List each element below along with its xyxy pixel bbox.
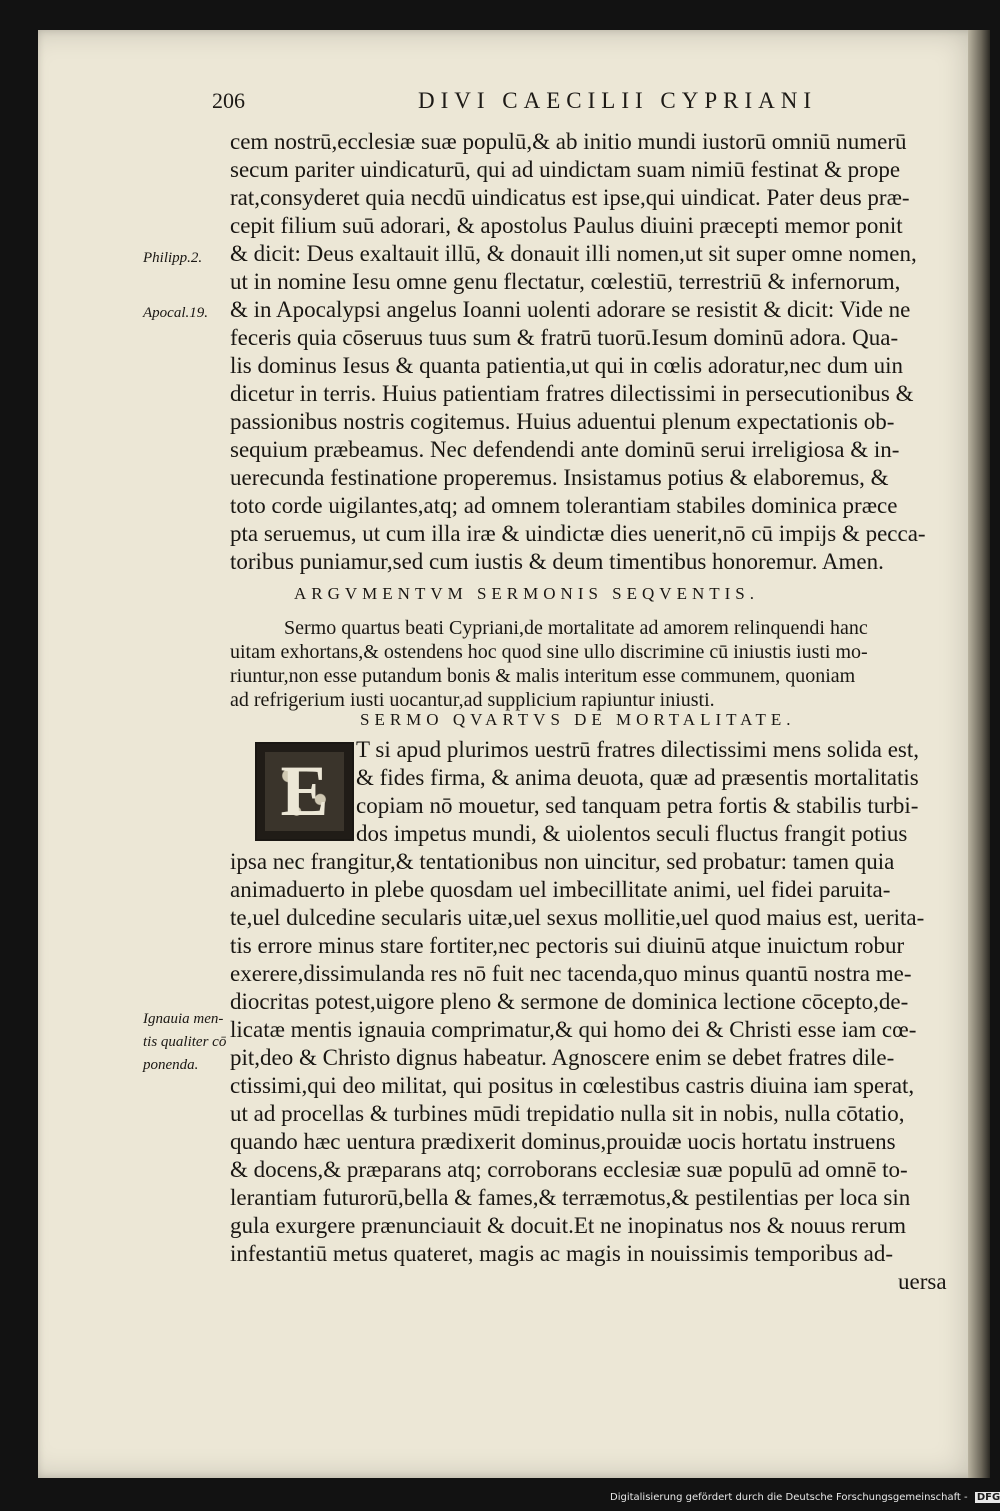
text-line: passionibus nostris cogitemus. Huius aduentui plenum expectationis ob- [230, 409, 895, 434]
text-line: ut in nomine Iesu omne genu flectatur, cœlestiū, terrestriū & infernorum, [230, 269, 901, 294]
margin-note: Philipp.2. [143, 250, 203, 266]
text-line: sequium præbeamus. Nec defendendi ante dominū serui irreligiosa & in- [230, 437, 900, 462]
text-line: pit,deo & Christo dignus habeatur. Agnoscere enim se debet fratres dile- [230, 1045, 895, 1070]
margin-note: ponenda. [143, 1057, 199, 1073]
initial-ornament [265, 752, 344, 831]
page-number: 206 [212, 88, 245, 113]
text-line: rat,consyderet quia necdū uindicatus est ipse,qui uindicat. Pater deus præ- [230, 185, 910, 210]
page-header [212, 88, 822, 118]
text-line: toribus puniamur,sed cum iustis & deum timentibus honoremur. Amen. [230, 549, 884, 574]
running-title: DIVI CAECILII CYPRIANI [418, 88, 818, 113]
text-line: cepit filium suū adorari, & apostolus Paulus diuini præcepti memor ponit [230, 213, 903, 238]
text-line: & docens,& præparans atq; corroborans ecclesiæ suæ populū ad omnē to- [230, 1157, 908, 1182]
text-line: ut ad procellas & turbines mūdi trepidatio nulla sit in nobis, nulla cōtatio, [230, 1101, 905, 1126]
text-line: & fides firma, & anima deuota, quæ ad præsentis mortalitatis [356, 765, 919, 790]
text-line: infestantiū metus quateret, magis ac magis in nouissimis temporibus ad- [230, 1241, 894, 1266]
margin-note: tis qualiter cō [143, 1034, 227, 1050]
initial-letter: E [280, 751, 329, 831]
text-line: tis errore minus stare fortiter,nec pectoris sui diuinū atque inuictum robur [230, 933, 905, 958]
digitization-footer [610, 1492, 1000, 1503]
catchword: uersa [898, 1269, 947, 1294]
text-line: uerecunda festinatione properemus. Insistamus potius & elaboremus, & [230, 465, 889, 490]
text-line: T si apud plurimos uestrū fratres dilectissimi mens solida est, [356, 737, 919, 762]
dfg-logo: DFG [975, 1492, 1000, 1503]
argument-line: uitam exhortans,& ostendens hoc quod sine ullo discrimine cū iniustis iusti mo- [230, 641, 868, 663]
text-line: lerantiam futurorū,bella & fames,& terræmotus,& pestilentias per loca sin [230, 1185, 911, 1210]
text-line: quando hæc uentura prædixerit dominus,prouidæ uocis hortatu instruens [230, 1129, 896, 1154]
text-line: dos impetus mundi, & uiolentos seculi fluctus frangit potius [356, 821, 908, 846]
text-line: ipsa nec frangitur,& tentationibus non uincitur, sed probatur: tamen quia [230, 849, 895, 874]
text-line: lis dominus Iesus & quanta patientia,ut qui in cœlis adoratur,nec dum uin [230, 353, 903, 378]
text-line: copiam nō mouetur, sed tanquam petra fortis & stabilis turbi- [356, 793, 919, 818]
text-line: exerere,dissimulanda res nō fuit nec tacenda,quo minus quantū nostra me- [230, 961, 912, 986]
text-line: cem nostrū,ecclesiæ suæ populū,& ab initio mundi iustorū omniū numerū [230, 129, 907, 154]
margin-note: Ignauia men- [143, 1011, 224, 1027]
text-line: ctissimi,qui deo militat, qui positus in cœlestibus castris diuina iam sperat, [230, 1073, 915, 1098]
text-line: te,uel dulcedine secularis uitæ,uel sexus mollitie,uel quod maius est, uerita- [230, 905, 925, 930]
argument-line: riuntur,non esse putandum bonis & malis interitum esse communem, quoniam [230, 665, 856, 687]
text-line: diocritas potest,uigore pleno & sermone de dominica lectione cōcepto,de- [230, 989, 909, 1014]
argument-heading: ARGVMENTVM SERMONIS SEQVENTIS. [294, 584, 759, 603]
text-line: animaduerto in plebe quosdam uel imbecillitate animi, uel fidei paruita- [230, 877, 891, 902]
argument-line: Sermo quartus beati Cypriani,de mortalitate ad amorem relinquendi hanc [284, 617, 868, 639]
text-line: pta seruemus, ut cum illa iræ & uindictæ dies uenerit,nō cū impijs & pecca- [230, 521, 926, 546]
page-edge [968, 30, 990, 1478]
text-line: & dicit: Deus exaltauit illū, & donauit illi nomen,ut sit super omne nomen, [230, 241, 917, 266]
margin-note: Apocal.19. [143, 305, 208, 321]
text-line: & in Apocalypsi angelus Ioanni uolenti adorare se resistit & dicit: Vide ne [230, 297, 911, 322]
decorated-initial [255, 742, 354, 841]
text-line: secum pariter uindicaturū, qui ad uindictam suam nimiū festinat & prope [230, 157, 901, 182]
text-line: feceris quia cōseruus tuus sum & fratrū tuorū.Iesum dominū adora. Qua- [230, 325, 899, 350]
text-line: licatæ mentis ignauia comprimatur,& qui homo dei & Christi esse iam cœ- [230, 1017, 917, 1042]
argument-line: ad refrigerium iusti uocantur,ad supplicium rapiuntur iniusti. [230, 689, 715, 711]
text-line: gula exurgere prænunciauit & docuit.Et ne inopinatus nos & nouus rerum [230, 1213, 907, 1238]
footer-text: Digitalisierung gefördert durch die Deutsche Forschungsgemeinschaft - [610, 1492, 968, 1503]
text-line: toto corde uigilantes,atq; ad omnem tolerantiam stabiles dominica præce [230, 493, 898, 518]
text-line: dicetur in terris. Huius patientiam fratres dilectissimi in persecutionibus & [230, 381, 914, 406]
sermon-heading: SERMO QVARTVS DE MORTALITATE. [360, 710, 796, 729]
